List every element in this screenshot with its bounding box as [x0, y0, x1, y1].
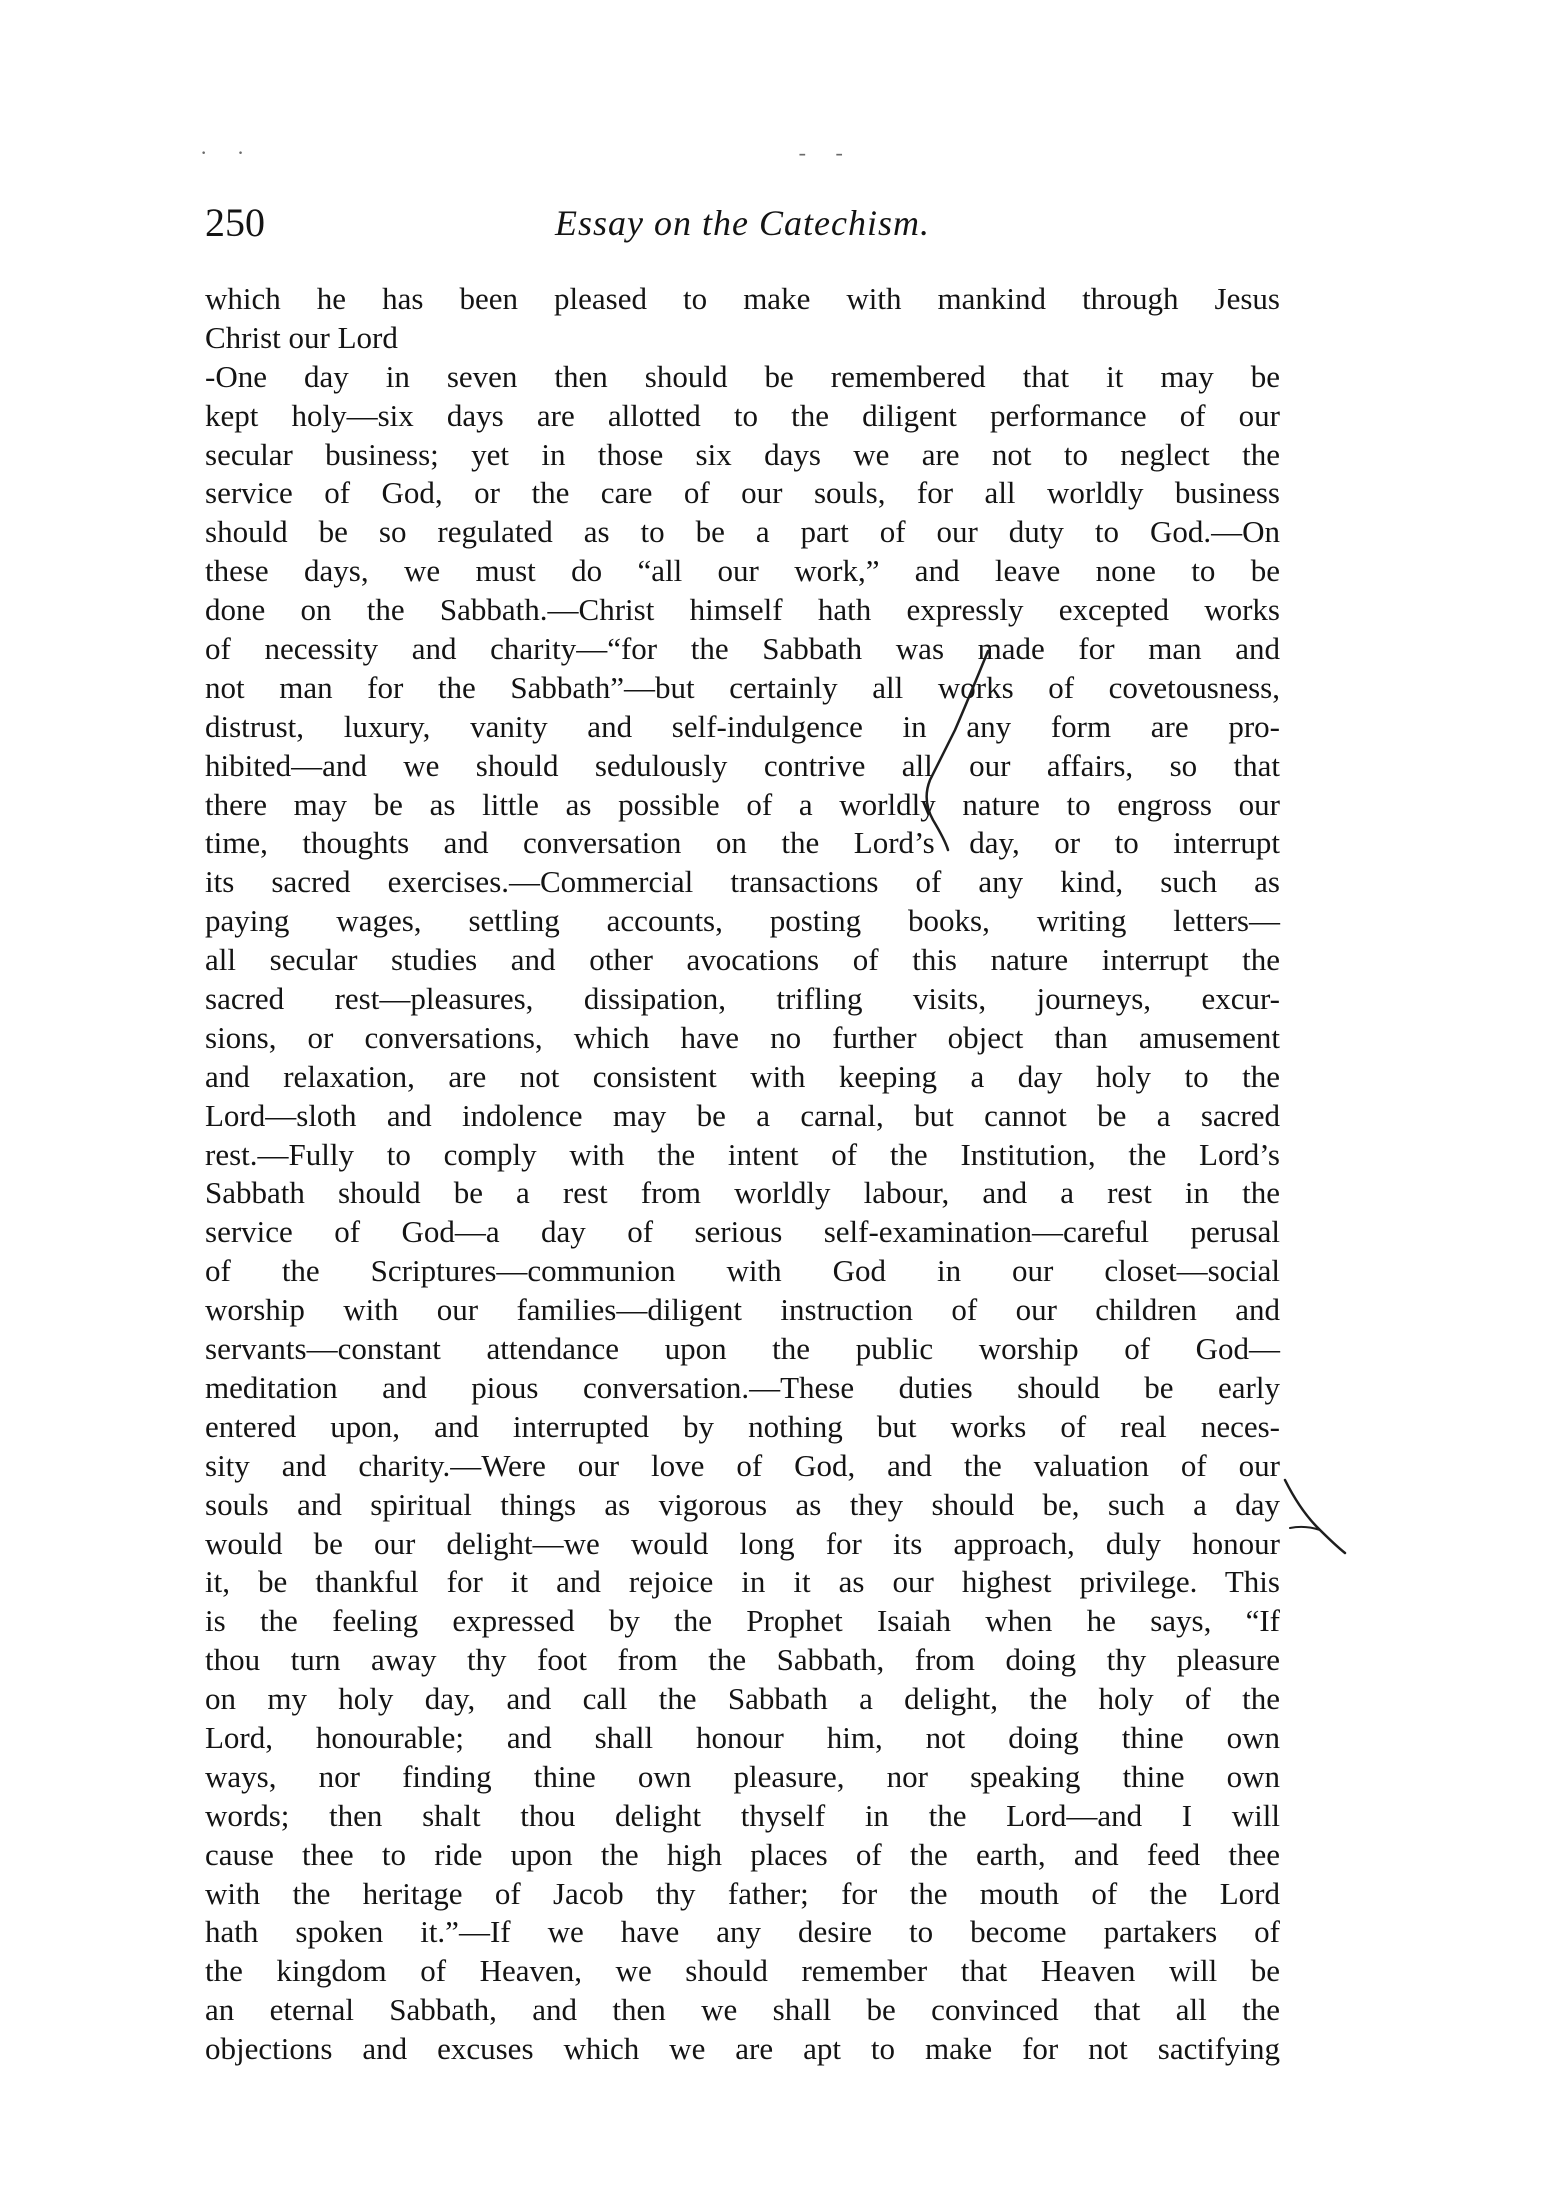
text-line: ways, nor finding thine own pleasure, nor speaking thine own: [205, 1758, 1280, 1794]
text-line: Christ our Lord: [205, 319, 398, 355]
text-line: rest.—Fully to comply with the intent of the Institution, the Lord’s: [205, 1136, 1280, 1172]
scan-specks: · · - -: [200, 140, 855, 165]
text-line: Sabbath should be a rest from worldly labour, and a rest in the: [205, 1175, 1280, 1211]
text-line: the kingdom of Heaven, we should remember that Heaven will be: [205, 1953, 1280, 1989]
text-line: these days, we must do “all our work,” and leave none to be: [205, 553, 1280, 589]
text-line: sions, or conversations, which have no further object than amusement: [205, 1019, 1280, 1055]
text-line: distrust, luxury, vanity and self-indulgence in any form are pro-: [205, 708, 1280, 744]
text-line: of the Scriptures—communion with God in our closet—social: [205, 1253, 1280, 1289]
text-line: service of God—a day of serious self-examination—careful perusal: [205, 1214, 1280, 1250]
text-line: and relaxation, are not consistent with keeping a day holy to the: [205, 1058, 1280, 1094]
text-line: entered upon, and interrupted by nothing but works of real neces-: [205, 1408, 1280, 1444]
text-line: there may be as little as possible of a worldly nature to engross our: [205, 786, 1280, 822]
text-line: on my holy day, and call the Sabbath a delight, the holy of the: [205, 1681, 1280, 1717]
page-header: [205, 198, 1280, 248]
text-line: an eternal Sabbath, and then we shall be convinced that all the: [205, 1992, 1280, 2028]
text-line: should be so regulated as to be a part of our duty to God.—On: [205, 514, 1280, 550]
text-line: is the feeling expressed by the Prophet Isaiah when he says, “If: [205, 1603, 1280, 1639]
text-line: which he has been pleased to make with mankind through Jesus: [205, 281, 1280, 316]
text-line: thou turn away thy foot from the Sabbath, from doing thy pleasure: [205, 1642, 1280, 1678]
text-line: worship with our families—diligent instruction of our children and: [205, 1292, 1280, 1328]
text-line: its sacred exercises.—Commercial transactions of any kind, such as: [205, 864, 1280, 900]
text-line: Lord, honourable; and shall honour him, not doing thine own: [205, 1719, 1280, 1755]
text-line: meditation and pious conversation.—These duties should be early: [205, 1369, 1280, 1405]
text-line: objections and excuses which we are apt to make for not sactifying: [205, 2031, 1280, 2067]
body-text: [205, 280, 1280, 2069]
text-line: souls and spiritual things as vigorous as they should be, such a day: [205, 1486, 1280, 1522]
text-line: of necessity and charity—“for the Sabbath was made for man and: [205, 631, 1280, 667]
pen-mark-lower-tail: [1290, 1527, 1320, 1530]
text-line: time, thoughts and conversation on the Lord’s day, or to interrupt: [205, 825, 1280, 861]
text-line: cause thee to ride upon the high places of the earth, and feed thee: [205, 1836, 1280, 1872]
text-line: not man for the Sabbath”—but certainly all works of covetousness,: [205, 669, 1280, 705]
text-line: done on the Sabbath.—Christ himself hath expressly excepted works: [205, 592, 1280, 628]
text-line: words; then shalt thou delight thyself in the Lord—and I will: [205, 1797, 1280, 1833]
text-line: sity and charity.—Were our love of God, and the valuation of our: [205, 1447, 1280, 1483]
text-line: -One day in seven then should be remembered that it may be: [205, 358, 1280, 394]
text-line: sacred rest—pleasures, dissipation, trifling visits, journeys, excur-: [205, 981, 1280, 1017]
text-line: servants—constant attendance upon the public worship of God—: [205, 1331, 1280, 1367]
text-line: paying wages, settling accounts, posting books, writing letters—: [205, 903, 1280, 939]
page-number: 250: [205, 200, 265, 245]
text-line: secular business; yet in those six days we are not to neglect the: [205, 436, 1280, 472]
text-line: kept holy—six days are allotted to the diligent performance of our: [205, 397, 1280, 433]
text-line: would be our delight—we would long for its approach, duly honour: [205, 1525, 1280, 1561]
text-line: hath spoken it.”—If we have any desire to become partakers of: [205, 1914, 1280, 1950]
text-line: Lord—sloth and indolence may be a carnal, but cannot be a sacred: [205, 1097, 1280, 1133]
pen-mark-lower: [1285, 1480, 1345, 1553]
running-title: Essay on the Catechism.: [555, 203, 930, 243]
text-line: it, be thankful for it and rejoice in it as our highest privilege. This: [205, 1564, 1280, 1600]
text-line: with the heritage of Jacob thy father; for the mouth of the Lord: [205, 1875, 1280, 1911]
text-line: hibited—and we should sedulously contrive all our affairs, so that: [205, 747, 1280, 783]
text-line: all secular studies and other avocations of this nature interrupt the: [205, 942, 1280, 978]
text-line: service of God, or the care of our souls, for all worldly business: [205, 475, 1280, 511]
